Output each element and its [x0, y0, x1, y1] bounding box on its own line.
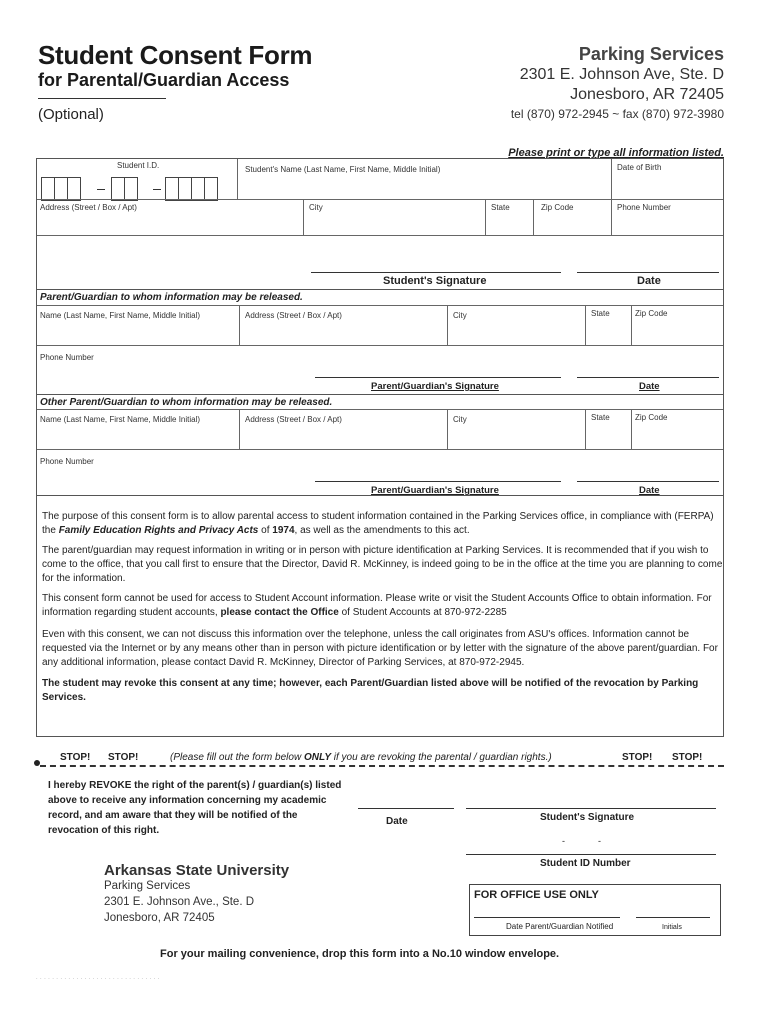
form-title: Student Consent Form — [38, 40, 313, 70]
parent1-state-label: State — [591, 309, 610, 318]
parent1-heading: Parent/Guardian to whom information may be released. — [40, 292, 303, 303]
form-subtitle: for Parental/Guardian Access — [38, 70, 290, 90]
office-name: Parking Services — [578, 44, 724, 64]
mailing-note: For your mailing convenience, drop this form into a No.10 window envelope. — [160, 948, 560, 960]
notified-date-label: Date Parent/Guardian Notified — [506, 922, 614, 931]
parent1-phone-label: Phone Number — [40, 353, 94, 362]
parent1-signature-line[interactable] — [315, 377, 561, 378]
dob-label: Date of Birth — [617, 163, 662, 172]
title-divider — [38, 98, 166, 99]
revocation-date-label: Date — [386, 816, 408, 827]
student-signature-label: Student's Signature — [383, 275, 487, 287]
parent1-zip-label: Zip Code — [635, 309, 668, 318]
revocation-signature-line[interactable] — [466, 808, 716, 809]
student-id-line[interactable] — [466, 854, 716, 855]
stop-label-3: STOP! — [622, 752, 653, 763]
office-use-heading: FOR OFFICE USE ONLY — [474, 889, 599, 901]
cut-line — [40, 765, 724, 767]
print-instruction: Please print or type all information listed. — [508, 147, 724, 159]
student-id-number-label: Student ID Number — [540, 858, 631, 869]
paragraph-telephone: Even with this consent, we can not discuss this information over the telephone, unless the call originates from ASU's offices. Information cannot be requested via the Internet or by any means other than in person with picture identification or by letter with the signature of the above parent/guardian. For any additional information, please contact David R. McKinney, Director of Parking Services, at 870-972-2945. — [42, 629, 718, 668]
university-line1: Parking Services — [104, 880, 191, 892]
stop-label-4: STOP! — [672, 752, 703, 763]
parent2-phone-label: Phone Number — [40, 457, 94, 466]
stop-label-1: STOP! — [60, 752, 91, 763]
parent1-address-label: Address (Street / Box / Apt) — [245, 311, 342, 320]
student-zip-label: Zip Code — [541, 203, 574, 212]
revocation-signature-label: Student's Signature — [540, 812, 635, 823]
parent2-city-label: City — [453, 415, 467, 424]
student-date-line[interactable] — [577, 272, 719, 273]
office-phone: tel (870) 972-2945 ~ fax (870) 972-3980 — [510, 107, 724, 121]
parent1-signature-label: Parent/Guardian's Signature — [371, 381, 499, 392]
student-city-label: City — [309, 203, 323, 212]
student-signature-line[interactable] — [311, 272, 561, 273]
office-use-box — [469, 884, 721, 936]
parent2-signature-line[interactable] — [315, 481, 561, 482]
parent1-section — [36, 289, 724, 395]
notified-date-line[interactable] — [474, 917, 620, 918]
student-id-label: Student I.D. — [117, 161, 160, 170]
student-address-label: Address (Street / Box / Apt) — [40, 203, 137, 212]
student-section — [36, 158, 724, 290]
university-line3: Jonesboro, AR 72405 — [104, 912, 215, 924]
university-line2: 2301 E. Johnson Ave., Ste. D — [104, 896, 255, 908]
parent2-address-label: Address (Street / Box / Apt) — [245, 415, 342, 424]
revocation-instruction: (Please fill out the form below ONLY if you are revoking the parental / guardian rights.) — [170, 752, 552, 763]
revocation-date-line[interactable] — [358, 808, 454, 809]
optional-label: (Optional) — [38, 106, 104, 123]
parent2-heading: Other Parent/Guardian to whom information may be released. — [40, 397, 333, 408]
initials-line[interactable] — [636, 917, 710, 918]
paragraph-revoke-note: The student may revoke this consent at any time; however, each Parent/Guardian listed above will be notified of the revocation by Parking Services. — [42, 678, 699, 703]
file-path-trace: · · · · · · · · · · · · · · · · · · · · · · · · · · · · · · · — [36, 976, 160, 982]
parent1-city-label: City — [453, 311, 467, 320]
paragraph-accounts: This consent form cannot be used for access to Student Account information. Please write or visit the Student Accounts Office to obtain information. For information regarding student accounts, please contact the Office of Student Accounts at 870-972-2285 — [42, 593, 712, 618]
parent2-signature-label: Parent/Guardian's Signature — [371, 485, 499, 496]
student-date-label: Date — [637, 275, 661, 287]
parent2-section — [36, 394, 724, 496]
parent1-date-label: Date — [639, 381, 660, 392]
parent2-date-line[interactable] — [577, 481, 719, 482]
parent1-name-label: Name (Last Name, First Name, Middle Initial) — [40, 311, 201, 320]
parent2-name-label: Name (Last Name, First Name, Middle Initial) — [40, 415, 201, 424]
student-phone-label: Phone Number — [617, 203, 671, 212]
parent1-date-line[interactable] — [577, 377, 719, 378]
parent2-state-label: State — [591, 413, 610, 422]
stop-label-2: STOP! — [108, 752, 139, 763]
student-state-label: State — [491, 203, 510, 212]
paragraph-purpose: The purpose of this consent form is to allow parental access to student information contained in the Parking Services office, in compliance with (FERPA) the Family Education Rights and Privacy Acts of 1974, as well as the amendments to this act. — [42, 511, 714, 536]
parent2-date-label: Date — [639, 485, 660, 496]
office-address-line2: Jonesboro, AR 72405 — [570, 86, 724, 103]
student-name-label: Student's Name (Last Name, First Name, Middle Initial) — [245, 165, 441, 174]
office-address-line1: 2301 E. Johnson Ave, Ste. D — [519, 66, 724, 83]
parent2-zip-label: Zip Code — [635, 413, 668, 422]
paragraph-request: The parent/guardian may request information in writing or in person with picture identification at Parking Services. It is recommended that if you wish to come to the office, that you call first to ensure that the Director, David R. McKinney, is indeed going to be in the office at the time you are planning to come for the information. — [42, 545, 723, 584]
revocation-statement: I hereby REVOKE the right of the parent(s) / guardian(s) listed above to receive any information concerning my academic record, and am aware that they will be notified of the revocation of this right. — [48, 780, 342, 836]
university-name: Arkansas State University — [104, 862, 290, 879]
initials-label: Initials — [662, 924, 682, 931]
